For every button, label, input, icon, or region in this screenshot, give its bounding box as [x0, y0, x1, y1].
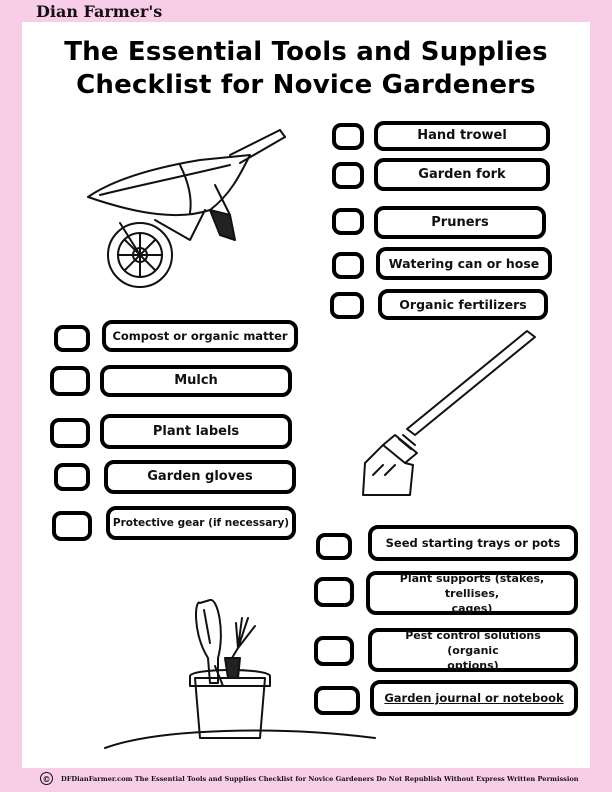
checkbox-organic-fertilizers[interactable] — [330, 292, 364, 319]
checkbox-pruners[interactable] — [332, 208, 364, 235]
item-pest-control-line1: Pest control solutions (organic — [405, 628, 541, 657]
hoe-icon — [355, 325, 545, 505]
page-title — [22, 36, 590, 102]
item-garden-fork: Garden fork — [374, 158, 550, 191]
checkbox-protective-gear[interactable] — [52, 511, 92, 541]
item-plant-labels: Plant labels — [100, 414, 292, 449]
checkbox-plant-supports[interactable] — [314, 577, 354, 607]
item-garden-gloves: Garden gloves — [104, 460, 296, 494]
item-pruners: Pruners — [374, 206, 546, 239]
checkbox-compost[interactable] — [54, 325, 90, 352]
item-seed-trays: Seed starting trays or pots — [368, 525, 578, 561]
footer — [40, 772, 600, 785]
item-plant-supports-line1: Plant supports (stakes, trellises, — [399, 571, 545, 600]
checkbox-watering-can[interactable] — [332, 252, 364, 279]
item-mulch: Mulch — [100, 365, 292, 397]
wheelbarrow-icon — [80, 125, 290, 300]
item-organic-fertilizers: Organic fertilizers — [378, 289, 548, 320]
copyright-icon: © — [40, 772, 53, 785]
checkbox-hand-trowel[interactable] — [332, 123, 364, 150]
checkbox-garden-gloves[interactable] — [54, 463, 90, 491]
checkbox-seed-trays[interactable] — [316, 533, 352, 560]
checkbox-pest-control[interactable] — [314, 636, 354, 666]
checkbox-mulch[interactable] — [50, 366, 90, 396]
item-pest-control-line2: options) — [447, 658, 499, 672]
garden-tools-pot-icon — [100, 588, 380, 758]
item-hand-trowel: Hand trowel — [374, 121, 550, 151]
checkbox-garden-journal[interactable] — [314, 686, 360, 715]
footer-text: DFDianFarmer.com The Essential Tools and Supplies Checklist for Novice Gardeners Do Not Republish Without Express Written Permission — [61, 774, 579, 783]
item-garden-journal: Garden journal or notebook — [370, 680, 578, 716]
checkbox-garden-fork[interactable] — [332, 162, 364, 189]
checkbox-plant-labels[interactable] — [50, 418, 90, 448]
brand-name: Dian Farmer's — [36, 2, 163, 21]
title-line-2: Checklist for Novice Gardeners — [76, 70, 536, 100]
title-line-1: The Essential Tools and Supplies — [64, 37, 548, 67]
item-pest-control — [368, 628, 578, 672]
item-watering-can: Watering can or hose — [376, 247, 552, 280]
item-compost: Compost or organic matter — [102, 320, 298, 352]
item-protective-gear: Protective gear (if necessary) — [106, 506, 296, 540]
item-plant-supports-line2: cages) — [451, 601, 493, 615]
item-plant-supports — [366, 571, 578, 615]
